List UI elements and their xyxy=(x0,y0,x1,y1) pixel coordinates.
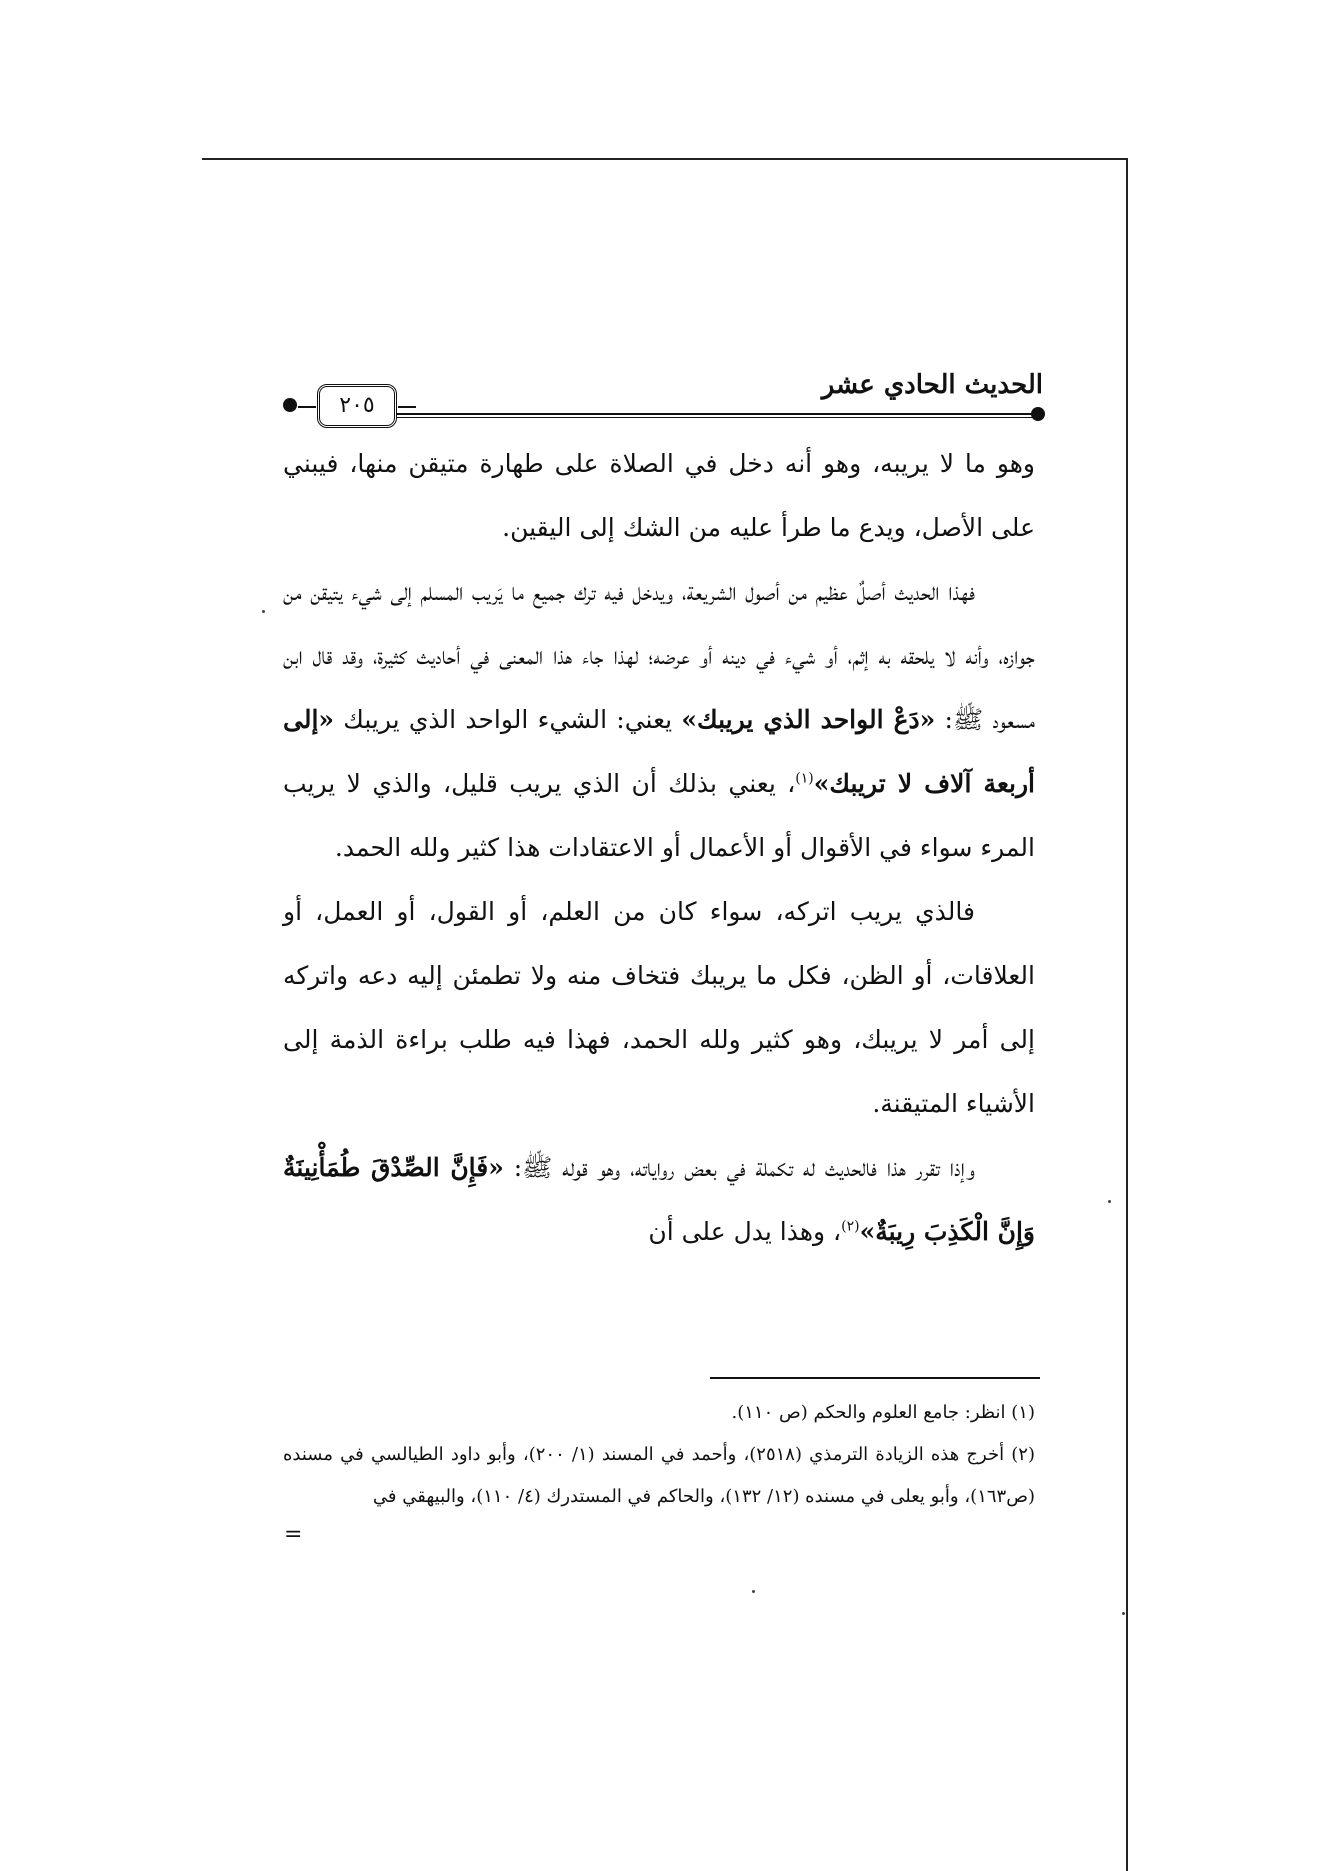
rule-start-dot xyxy=(283,398,297,412)
scan-speck xyxy=(1122,1612,1125,1615)
quote-hadith-2: «إلى أربعة آلاف لا تريبك» xyxy=(283,705,1035,798)
page-number: ٢٠٥ xyxy=(317,384,397,428)
footnote-2: (٢) أخرج هذه الزيادة الترمذي (٢٥١٨)، وأحمد في المسند (١/ ٢٠٠)، وأبو داود الطيالسي في مسنده (ص١٦٣)، وأبو يعلى في مسنده (١٢/ ١٣٢)، والحاكم في المستدرك (٤/ ١١٠)، والبيهقي في xyxy=(283,1444,1035,1507)
paragraph-4-text-a: وإذا تقرر هذا فالحديث له تكملة في بعض رواياته، وهو قوله ﷺ: xyxy=(513,1153,976,1182)
header-rule xyxy=(397,413,1035,415)
paragraph-4-text-b: ، وهذا يدل على أن xyxy=(648,1217,842,1246)
footnote-ref-2[interactable]: (٢) xyxy=(841,1218,860,1235)
scan-speck xyxy=(1108,1200,1111,1203)
rule-end-dot xyxy=(1031,407,1045,421)
footnotes xyxy=(283,1392,1035,1518)
main-text xyxy=(283,432,1035,1264)
paragraph-1: وهو ما لا يريبه، وهو أنه دخل في الصلاة على طهارة متيقن منها، فيبني على الأصل، ويدع ما طرأ عليه من الشك إلى اليقين. xyxy=(283,449,1035,542)
paragraph-4 xyxy=(283,1136,1035,1264)
paragraph-3: فالذي يريب اتركه، سواء كان من العلم، أو القول، أو العمل، أو العلاقات، أو الظن، فكل ما يريبك فتخاف منه ولا تطمئن إليه دعه واتركه إلى أمر لا يريبك، وهو كثير ولله الحمد، فهذا فيه طلب براءة الذمة إلى الأشياء المتيقنة. xyxy=(283,897,1035,1118)
footnote-ref-1[interactable]: (١) xyxy=(795,770,814,787)
footnote-separator xyxy=(710,1377,1040,1379)
scan-speck xyxy=(262,610,265,613)
paragraph-2 xyxy=(283,560,1035,880)
running-header xyxy=(283,370,1043,420)
quote-hadith-1: «دَعْ الواحد الذي يريبك» xyxy=(681,705,936,734)
paragraph-2-text-b: يعني: الشيء الواحد الذي يريبك xyxy=(343,705,673,734)
paragraph-2-text-a: فهذا الحديث أصلٌ عظيم من أصول الشريعة، ويدخل فيه ترك جميع ما يَريب المسلم إلى شيء يتيقن من جوازه، وأنه لا يلحقه به إثم، أو شيء في دينه أو عرضه؛ لهذا جاء هذا المعنى في أحاديث كثيرة، وقد قال ابن مسعود ﷺ: xyxy=(283,577,1035,734)
chapter-title: الحديث الحادي عشر xyxy=(821,370,1043,400)
header-rule-thin xyxy=(397,417,1035,418)
paragraph-2-text-c: ، يعني بذلك أن الذي يريب قليل، والذي لا يريب المرء سواء في الأقوال أو الأعمال أو الاعتقادات هذا كثير ولله الحمد. xyxy=(283,769,1035,862)
scan-speck xyxy=(752,1590,755,1593)
footnote-1: (١) انظر: جامع العلوم والحكم (ص ١١٠). xyxy=(731,1402,1035,1423)
continuation-mark: = xyxy=(284,1522,303,1547)
quote-hadith-3: «فَإِنَّ الصِّدْقَ طُمَأْنِينَةٌ وَإِنَّ الْكَذِبَ رِيبَةٌ» xyxy=(283,1153,1035,1246)
